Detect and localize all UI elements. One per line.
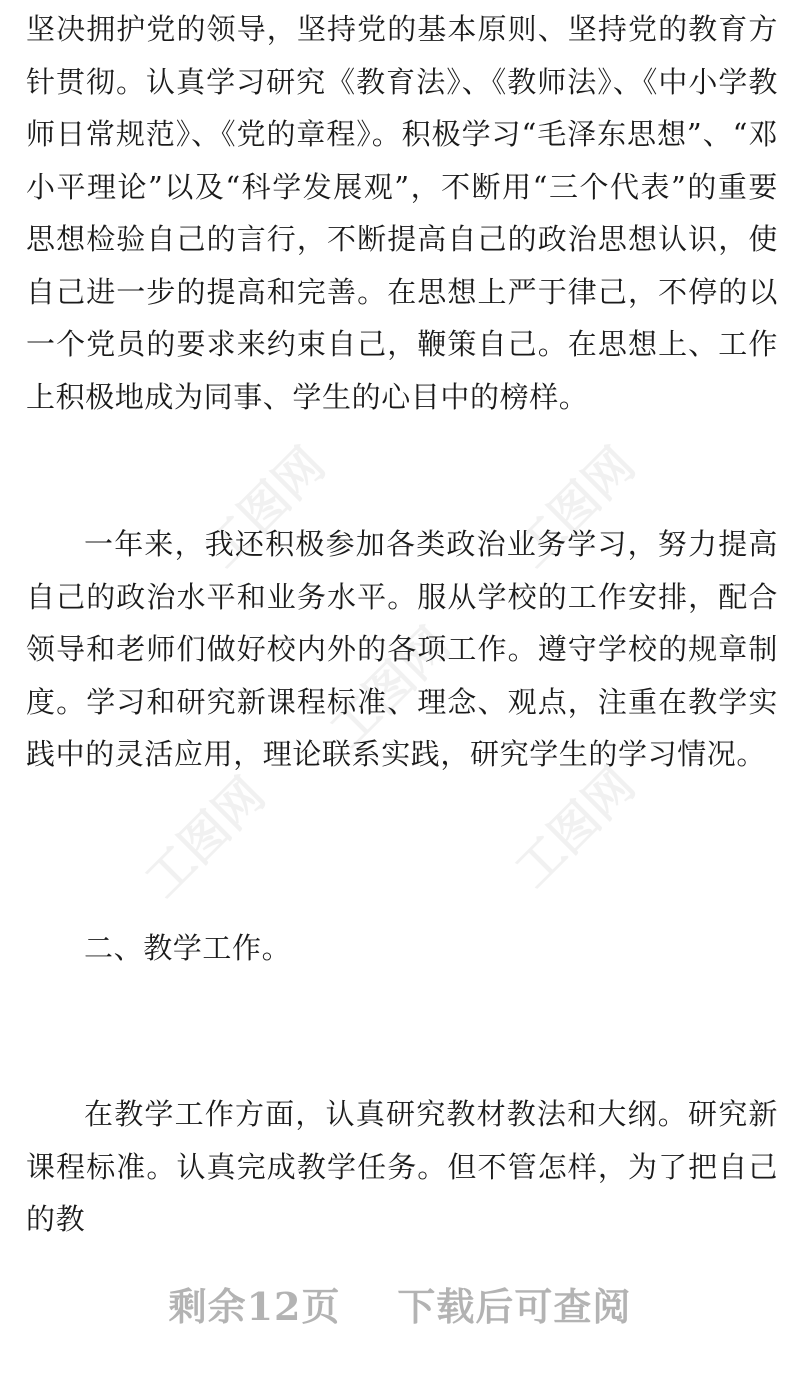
paragraph-business-study: 一年来，我还积极参加各类政治业务学习，努力提高自己的政治水平和业务水平。服从学校的工作安排，配合领导和老师们做好校内外的各项工作。遵守学校的规章制度。学习和研究新课程标准、理念、观点，注重在教学实践中的灵活应用，理论联系实践，研究学生的学习情况。 — [26, 527, 778, 771]
watermark: 工图网 — [319, 616, 461, 759]
section-heading-teaching-work: 二、教学工作。 — [84, 931, 292, 965]
remaining-pages-text: 剩余12页 — [168, 1284, 341, 1329]
watermark: 工图网 — [194, 436, 336, 579]
watermark: 工图网 — [134, 766, 276, 909]
paragraph-teaching-work: 在教学工作方面，认真研究教材教法和大纲。研究新课程标准。认真完成教学任务。但不管怎样，为了把自己的教 — [26, 1097, 778, 1236]
download-to-view-text: 下载后可查阅 — [397, 1284, 632, 1329]
watermark: 工图网 — [504, 436, 646, 579]
download-more-banner[interactable] — [0, 1276, 800, 1331]
watermark: 工图网 — [504, 756, 646, 899]
paragraph-political-study: 坚决拥护党的领导，坚持党的基本原则、坚持党的教育方针贯彻。认真学习研究《教育法》、《教师法》、《中小学教师日常规范》、《党的章程》。积极学习“毛泽东思想”、“邓小平理论”以及“科学发展观”，不断用“三个代表”的重要思想检验自己的言行，不断提高自己的政治思想认识，使自己进一步的提高和完善。在思想上严于律己，不停的以一个党员的要求来约束自己，鞭策自己。在思想上、工作上积极地成为同事、学生的心目中的榜样。 — [26, 12, 778, 414]
